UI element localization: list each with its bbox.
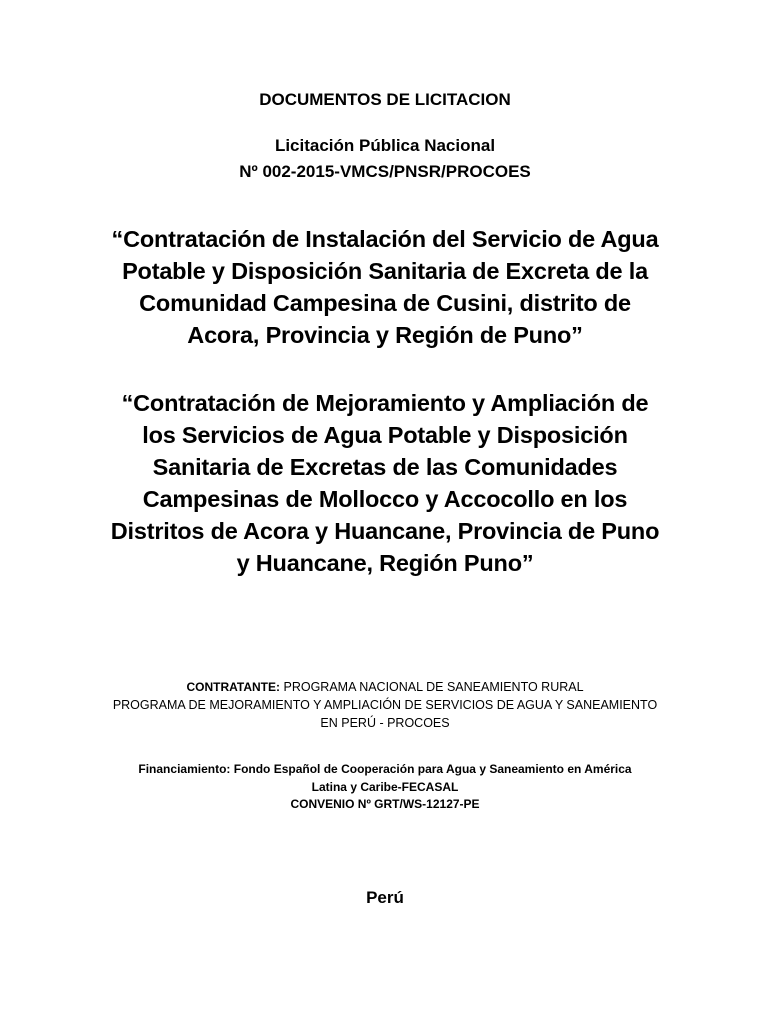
procedure-number: Nº 002-2015-VMCS/PNSR/PROCOES — [239, 162, 531, 181]
title-2-line: los Servicios de Agua Potable y Disposición — [142, 422, 628, 448]
document-heading: DOCUMENTOS DE LICITACION — [259, 90, 511, 109]
procedure-type: Licitación Pública Nacional — [274, 136, 496, 155]
title-2-line: “Contratación de Mejoramiento y Ampliación de — [121, 390, 649, 416]
contratante-program-cont: EN PERÚ - PROCOES — [320, 716, 450, 730]
title-1-line: Comunidad Campesina de Cusini, distrito de — [139, 290, 631, 316]
title-2-line: Distritos de Acora y Huancane, Provincia de Puno — [110, 518, 660, 544]
title-1-line: Potable y Disposición Sanitaria de Excreta de la — [122, 258, 648, 284]
contratante-value: PROGRAMA NACIONAL DE SANEAMIENTO RURAL — [283, 680, 584, 694]
title-2-line: y Huancane, Región Puno” — [236, 550, 534, 576]
contratante-label: CONTRATANTE: — [186, 680, 280, 694]
convenio-number: CONVENIO Nº GRT/WS-12127-PE — [290, 797, 480, 811]
financiamiento-line: Financiamiento: Fondo Español de Cooperación para Agua y Saneamiento en América — [138, 762, 632, 776]
title-2-line: Sanitaria de Excretas de las Comunidades — [152, 454, 618, 480]
title-2-line: Campesinas de Mollocco y Accocollo en los — [142, 486, 628, 512]
title-1-line: Acora, Provincia y Región de Puno” — [187, 322, 583, 348]
contratante-line — [0, 680, 770, 694]
financiamiento-line: Latina y Caribe-FECASAL — [311, 780, 459, 794]
country-label: Perú — [366, 888, 404, 907]
title-1-line: “Contratación de Instalación del Servicio de Agua — [111, 226, 659, 252]
contratante-program: PROGRAMA DE MEJORAMIENTO Y AMPLIACIÓN DE SERVICIOS DE AGUA Y SANEAMIENTO — [112, 698, 658, 712]
